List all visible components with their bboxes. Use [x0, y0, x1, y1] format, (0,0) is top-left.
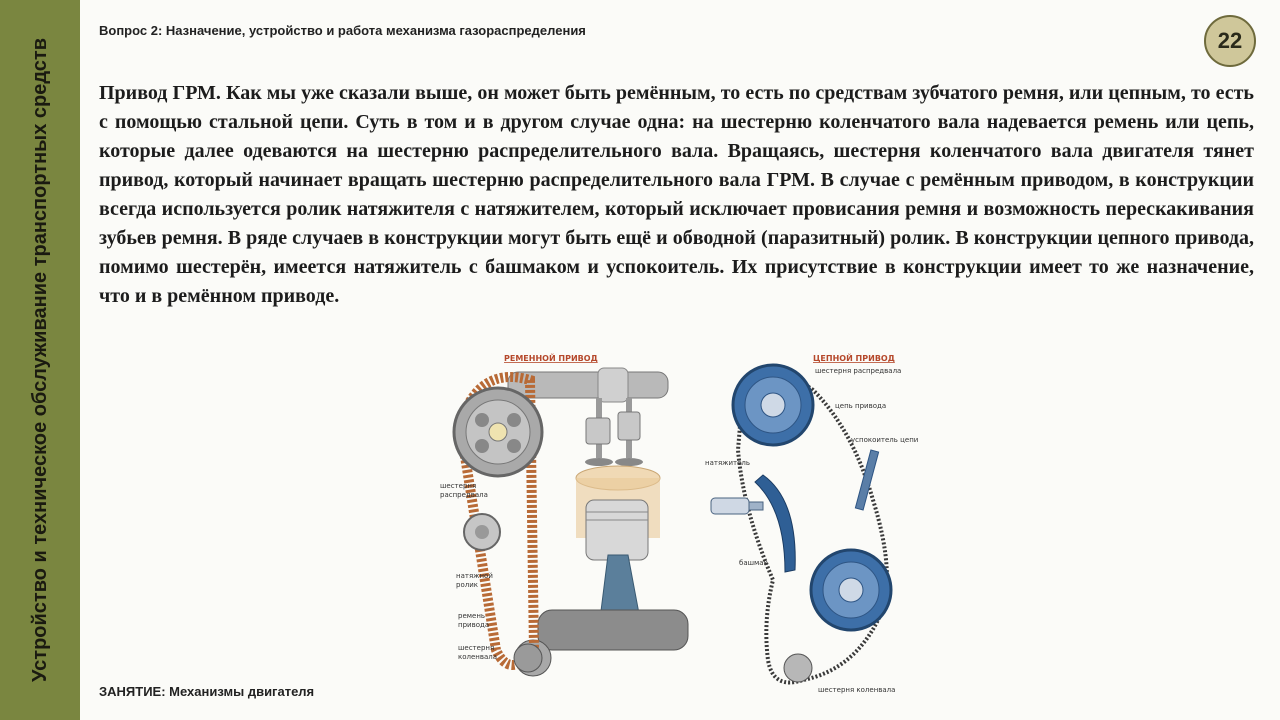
chain-figure-title: ЦЕПНОЙ ПРИВОД [813, 354, 895, 363]
belt-label-camshaft-gear-line1: шестерня [440, 482, 477, 490]
lesson-footer: ЗАНЯТИЕ: Механизмы двигателя [99, 684, 315, 699]
chain-label-crank-gear: шестерня коленвала [818, 686, 896, 694]
belt-figure-title: РЕМЕННОЙ ПРИВОД [504, 354, 598, 363]
chain-label-tensioner: натяжитель [705, 459, 750, 467]
sidebar-title: Устройство и техническое обслуживание транспортных средств [29, 37, 51, 683]
belt-label-crank-gear-line1: шестерня [458, 644, 495, 652]
belt-label-camshaft-gear-line2: распредвала [440, 491, 488, 499]
chain-shoe-shape [755, 475, 795, 572]
body-paragraph: Привод ГРМ. Как мы уже сказали выше, он может быть ремённым, то есть по средствам зубчатого ремня, или цепным, то есть с помощью стальной цепи. Суть в том и в другом случае одна: на шестерню коленчатого вала надевается ремень или цепь, которые далее одеваются на шестерню распределительного вала. Вращаясь, шестерня коленчатого вала двигателя тянет привод, который начинает вращать шестерню распределительного вала ГРМ. В случае с ремённым приводом, в конструкции всегда используется ролик натяжителя с натяжителем, который исключает провисания ремня и возможность перескакивания зубьев ремня. В ряде случаев в конструкции могут быть ещё и обводной (паразитный) ролик. В конструкции цепного привода, помимо шестерён, имеется натяжитель с башмаком и успокоитель. Их присутствие в конструкции имеет то же назначение, что и в ремённом приводе. [99, 82, 1254, 307]
piston-shape [586, 500, 648, 560]
belt-drive-illustration [438, 350, 700, 700]
question-title: Вопрос 2: Назначение, устройство и работа механизма газораспределения [99, 23, 586, 38]
belt-label-crank-gear-line2: коленвала [458, 653, 498, 661]
chain-tensioner-shape [711, 498, 749, 514]
sidebar [0, 0, 80, 720]
chain-label-camshaft-gear: шестерня распредвала [815, 367, 902, 375]
belt-label-belt-line2: привода [458, 621, 490, 629]
page-number-badge: 22 [1204, 15, 1256, 67]
belt-label-idler-line2: ролик [456, 581, 478, 589]
chain-label-drive-chain: цепь привода [835, 402, 887, 410]
belt-label-idler-line1: натяжной [456, 572, 493, 580]
belt-label-belt-line1: ремень [458, 612, 486, 620]
chain-drive-illustration [703, 350, 925, 700]
chain-label-shoe: башмак [739, 559, 768, 567]
chain-label-damper: успокоитель цепи [851, 436, 919, 444]
